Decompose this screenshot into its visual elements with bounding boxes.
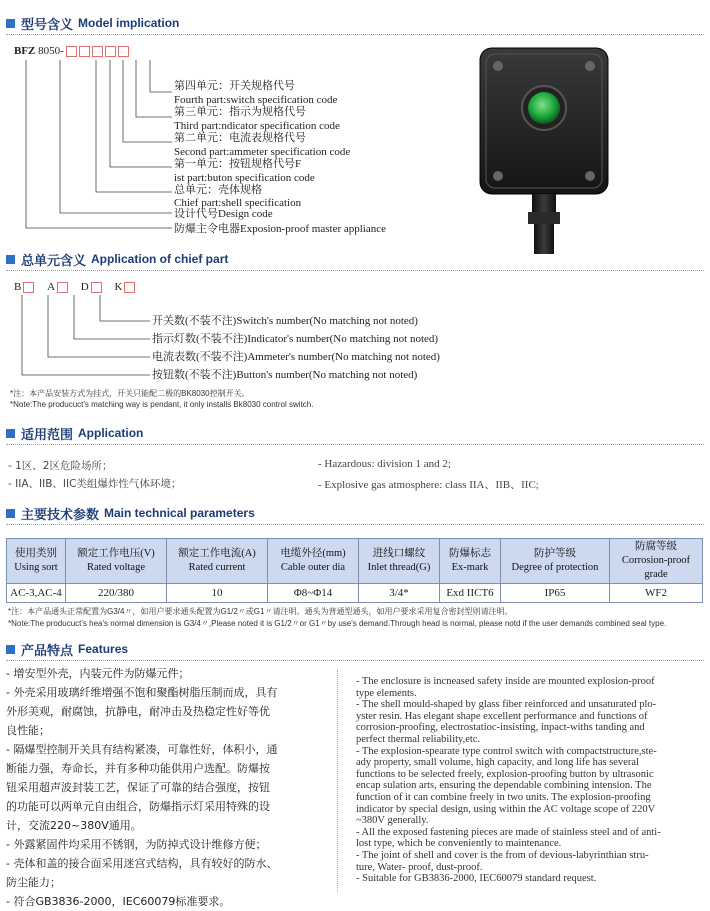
- feature-en-line: - The enclosure is incneased safety inside are mounted explosion-proof: [356, 676, 655, 687]
- chief-label: 按钮数(不装不注)Button's number(No matching not noted): [152, 369, 418, 381]
- table-cell: WF2: [610, 584, 703, 603]
- feature-en-line: functions to be selected freely, explosion-proofing button by ultrasonic: [356, 768, 654, 780]
- feature-cn-line: - 壳体和盖的接合面采用迷宫式结构，具有较好的防水、: [6, 857, 278, 870]
- feature-cn-line: 防尘能力；: [6, 876, 61, 889]
- table-cell: AC-3,AC-4: [7, 584, 66, 603]
- model-label-cn: 第二单元：电流表规格代号: [174, 132, 306, 144]
- model-label-cn: 第四单元：开关规格代号: [174, 80, 295, 92]
- technical-note-cn: *注：本产品通头正常配置为G3/4〃，如用户要求通头配置为G1/2〃或G1〃请注明。通头为普通型通头，如用户要求采用复合密封型则请注明。: [8, 607, 513, 616]
- features-title-cn: 产品特点: [21, 643, 74, 659]
- chief-title-en: Application of chief part: [91, 252, 229, 266]
- column-divider: [337, 670, 339, 892]
- feature-cn-line: 外形美观，耐腐蚀，抗静电，耐冲击及热稳定性好等优: [6, 705, 270, 718]
- feature-en-line: yster resin. Has elegant shape excellent performance and functions of: [356, 710, 648, 722]
- technical-note-en: *Note:The producuct's hea's normal dimension is G3/4〃,Please noted it is G1/2〃or G1〃by use's demand.Through head is normal, please notd if the user demands combined seal type.: [8, 619, 667, 628]
- feature-en-line: - The shell mould-shaped by glass fiber reinforced and unsaturated plo-: [356, 699, 657, 711]
- model-label-en: ist part:buton specification code: [174, 172, 315, 184]
- model-title-en: Model implication: [78, 16, 180, 30]
- table-cell: Exd IICT6: [440, 584, 501, 603]
- model-label-cn: 设计代号Design code: [174, 208, 273, 220]
- model-code-prefix: BFZ: [14, 45, 36, 57]
- feature-cn-line: - 隔爆型控制开关具有结构紧凑，可靠性好，体积小，通: [6, 743, 278, 756]
- divider: [6, 524, 704, 526]
- feature-cn-line: 的功能可以两单元自由组合，防爆指示灯采用特殊的设: [6, 800, 270, 813]
- application-en-item: - Hazardous: division 1 and 2;: [318, 458, 451, 470]
- feature-en-line: lost type, which be conveniently to maintenance.: [356, 838, 562, 850]
- table-header-cell: 防腐等级 Corrosion-proof grade: [610, 539, 703, 584]
- model-label-cn: 第三单元：指示为规格代号: [174, 106, 306, 118]
- feature-en-line: encap sulation arts, ensuring the dependable combining intension. The: [356, 780, 652, 792]
- section-bullet-icon: [6, 509, 15, 518]
- table-header-cell: 防爆标志 Ex-mark: [440, 539, 501, 584]
- feature-en-line: indicator by special design, using within the AC voltage scope of 220V: [356, 803, 656, 815]
- feature-en-line: ady property, small volume, high capacity, and long life has several: [356, 757, 639, 769]
- application-cn-item: - IIA、IIB、IIC类组爆炸性气体环境；: [8, 478, 182, 490]
- model-label-en: Second part:ammeter specification code: [174, 146, 351, 158]
- table-cell: IP65: [501, 584, 610, 603]
- chief-code-letter: B: [14, 281, 22, 293]
- application-en-item: - Explosive gas atmosphere: class IIA、IIB、IIC;: [318, 479, 539, 491]
- feature-en-line: ture, Water- proof, dust-proof.: [356, 861, 483, 873]
- chief-code-letter: K: [114, 281, 123, 293]
- feature-cn-line: - 增安型外壳，内装元件为防爆元件；: [6, 667, 190, 680]
- features-section-header: [6, 640, 128, 658]
- technical-title-cn: 主要技术参数: [21, 507, 100, 523]
- feature-en-line: type elements.: [356, 687, 417, 699]
- feature-en-line: perfect thermal reliability,etc.: [356, 733, 481, 745]
- table-header-row: [7, 539, 703, 584]
- chief-code-letter: A: [47, 281, 56, 293]
- table-cell: 3/4*: [359, 584, 440, 603]
- divider: [6, 444, 704, 446]
- table-header-cell: 电缆外径(mm) Cable outer dia: [268, 539, 359, 584]
- table-header-cell: 额定工作电流(A) Rated current: [167, 539, 268, 584]
- features-title-en: Features: [78, 642, 129, 656]
- section-bullet-icon: [6, 429, 15, 438]
- feature-cn-line: 良性能；: [6, 724, 50, 737]
- application-section-header: [6, 424, 143, 442]
- table-header-cell: 额定工作电压(V) Rated voltage: [66, 539, 167, 584]
- model-title-cn: 型号含义: [21, 17, 74, 33]
- model-label-cn: 防爆主令电器Exposion-proof master appliance: [174, 223, 387, 235]
- table-cell: 10: [167, 584, 268, 603]
- application-title-en: Application: [78, 426, 144, 440]
- feature-cn-line: 钮采用超声波封装工艺，保证了可靠的结合强度，按钮: [6, 781, 270, 794]
- application-cn-item: - 1区、2区危险场所；: [8, 460, 113, 472]
- model-label-cn: 总单元：壳体规格: [174, 184, 262, 196]
- table-cell: 220/380: [66, 584, 167, 603]
- feature-en-line: - Suitable for GB3836-2000, IEC60079 standard request.: [356, 873, 597, 885]
- chief-title-cn: 总单元含义: [21, 253, 87, 269]
- technical-title-en: Main technical parameters: [104, 506, 255, 520]
- features-en-list: [356, 676, 702, 885]
- model-code-series: 8050-: [38, 45, 64, 57]
- feature-en-line: function of it can combine freely in two units. The explosion-proofing: [356, 791, 651, 803]
- table-header-cell: 进线口螺纹 Inlet thread(G): [359, 539, 440, 584]
- chief-note-cn: *注：本产品安装方式为挂式，开关只能配二极的BK8030控制开关。: [10, 389, 250, 398]
- chief-label: 开关数(不装不注)Switch's number(No matching not noted): [152, 315, 418, 327]
- feature-en-line: - All the exposed fastening pieces are made of stainless steel and of anti-: [356, 826, 661, 838]
- feature-en-line: - The explosion-spearate type control switch with compactstructure,ste-: [356, 745, 657, 757]
- feature-cn-line: 断能力强，寿命长，并有多种功能供用户选配。防爆按: [6, 762, 270, 775]
- technical-table: [6, 538, 703, 603]
- model-label-en: Third part:ndicator specification code: [174, 120, 340, 132]
- feature-en-line: corrosion-proofing, electrostatioc-insisting, inpact-withs tanding and: [356, 722, 645, 734]
- features-cn-list: [6, 664, 324, 911]
- feature-en-line: ~380V generally.: [356, 815, 429, 827]
- feature-cn-line: - 外露紧固件均采用不锈钢，为防掉式设计维修方便；: [6, 838, 267, 851]
- feature-en-line: - The joint of shell and cover is the from of devious-labyrinthian stru-: [356, 849, 649, 861]
- feature-cn-line: 计，交流220~380V通用。: [6, 819, 142, 832]
- divider: [6, 660, 704, 662]
- model-label-en: Chief part:shell specification: [174, 197, 302, 209]
- application-title-cn: 适用范围: [21, 427, 74, 443]
- section-bullet-icon: [6, 645, 15, 654]
- chief-note-en: *Note:The producuct's matching way is pendant, it only installs Bk8030 control switch.: [10, 400, 314, 409]
- table-row: [7, 584, 703, 603]
- model-label-en: Fourth part:switch specification code: [174, 94, 338, 106]
- table-header-cell: 使用类别 Using sort: [7, 539, 66, 584]
- table-header-cell: 防护等级 Degree of protection: [501, 539, 610, 584]
- feature-cn-line: - 外壳采用玻璃纤维增强不饱和聚酯树脂压制而成，具有: [6, 686, 278, 699]
- technical-section-header: [6, 504, 255, 522]
- chief-label: 指示灯数(不装不注)Indicator's number(No matching not noted): [152, 333, 439, 345]
- table-cell: Φ8~Φ14: [268, 584, 359, 603]
- chief-code-letter: D: [80, 281, 89, 293]
- chief-label: 电流表数(不装不注)Ammeter's number(No matching not noted): [152, 351, 440, 363]
- feature-cn-line: - 符合GB3836-2000，IEC60079标准要求。: [6, 895, 231, 908]
- model-label-cn: 第一单元：按钮规格代号F: [174, 158, 302, 170]
